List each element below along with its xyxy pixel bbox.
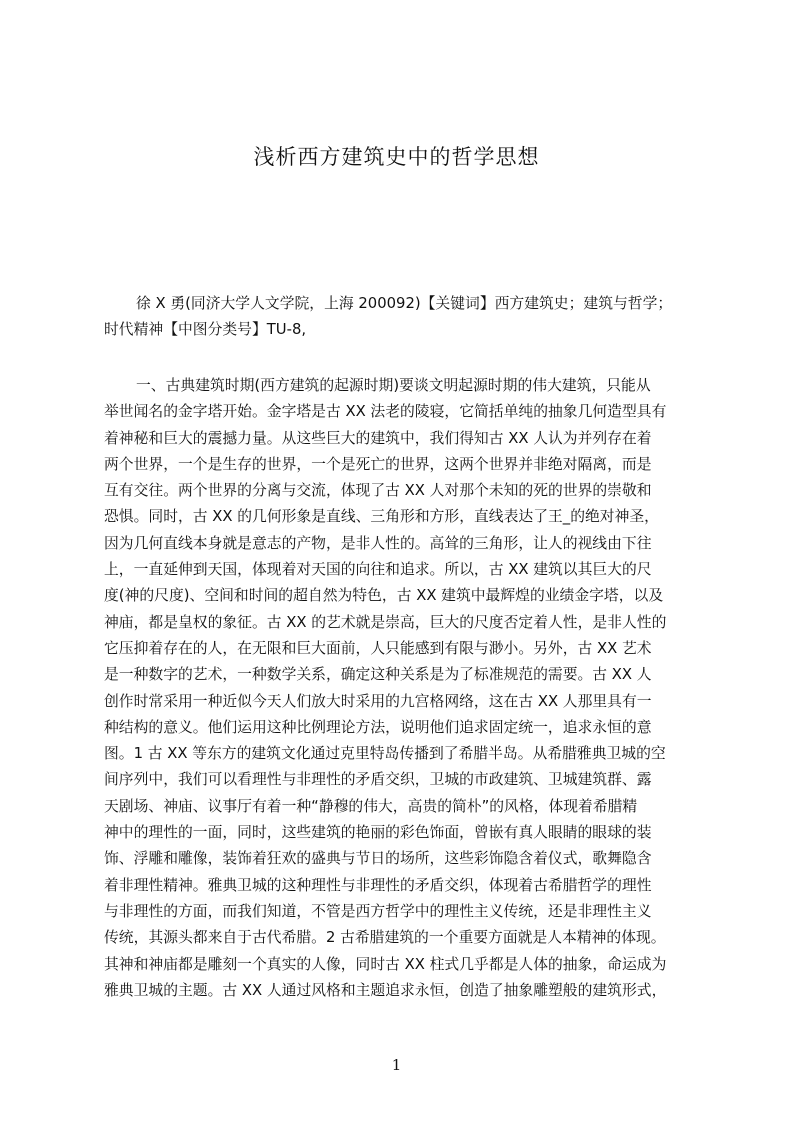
body-line: 它压抑着存在的人，在无限和巨大面前，人只能感到有限与渺小。另外，古 XX 艺术 (104, 639, 652, 657)
body-line: 因为几何直线本身就是意志的产物，是非人性的。高耸的三角形，让人的视线由下往 (104, 534, 652, 552)
body-line: 天剧场、神庙、议事厅有着一种“静穆的伟大，高贵的简朴”的风格，体现着希腊精 (104, 797, 638, 815)
author-line: 徐 X 勇(同济大学人文学院，上海 200092)【关键词】西方建筑史；建筑与哲学； (136, 295, 673, 312)
body-line: 两个世界，一个是生存的世界，一个是死亡的世界，这两个世界并非绝对隔离，而是 (104, 455, 652, 473)
body-line: 饰、浮雕和雕像，装饰着狂欢的盛典与节日的场所，这些彩饰隐含着仪式，歌舞隐含 (104, 850, 652, 868)
body-line: 一、古典建筑时期(西方建筑的起源时期)要谈文明起源时期的伟大建筑，只能从 (136, 377, 651, 394)
body-line: 恐惧。同时，古 XX 的几何形象是直线、三角形和方形，直线表达了王_的绝对神圣， (104, 508, 659, 526)
body-paragraph (104, 373, 698, 1004)
body-line: 雅典卫城的主题。古 XX 人通过风格和主题追求永恒，创造了抽象雕塑般的建筑形式， (104, 981, 667, 999)
body-line: 互有交往。两个世界的分离与交流，体现了古 XX 人对那个未知的死的世界的崇敬和 (104, 482, 652, 500)
body-line: 着非理性精神。雅典卫城的这种理性与非理性的矛盾交织，体现着古希腊哲学的理性 (104, 876, 652, 894)
body-line: 举世闻名的金字塔开始。金字塔是古 XX 法老的陵寝，它简括单纯的抽象几何造型具有 (104, 403, 667, 421)
body-line: 图。1 古 XX 等东方的建筑文化通过克里特岛传播到了希腊半岛。从希腊雅典卫城的空 (104, 745, 666, 763)
body-line: 度(神的尺度)、空间和时间的超自然为特色，古 XX 建筑中最辉煌的业绩金字塔，以及 (104, 587, 664, 605)
body-line: 创作时常采用一种近似今天人们放大时采用的九宫格网络，这在古 XX 人那里具有一 (104, 692, 652, 710)
page-number: 1 (391, 1056, 402, 1074)
body-line: 神中的理性的一面，同时，这些建筑的艳丽的彩色饰面，曾嵌有真人眼睛的眼球的装 (104, 824, 652, 842)
body-line: 间序列中，我们可以看理性与非理性的矛盾交织，卫城的市政建筑、卫城建筑群、露 (104, 771, 652, 789)
body-line: 传统，其源头都来自于古代希腊。2 古希腊建筑的一个重要方面就是人本精神的体现。 (104, 929, 666, 947)
author-keywords-block (104, 291, 698, 344)
body-line: 着神秘和巨大的震撼力量。从这些巨大的建筑中，我们得知古 XX 人认为并列存在着 (104, 429, 652, 447)
body-line: 种结构的意义。他们运用这种比例理论方法，说明他们追求固定统一，追求永恒的意 (104, 718, 652, 736)
body-line: 上，一直延伸到天国，体现着对天国的向往和追求。所以，古 XX 建筑以其巨大的尺 (104, 561, 652, 579)
body-line: 与非理性的方面，而我们知道，不管是西方哲学中的理性主义传统，还是非理性主义 (104, 902, 652, 920)
body-line: 神庙，都是皇权的象征。古 XX 的艺术就是崇高，巨大的尺度否定着人性，是非人性的 (104, 613, 667, 631)
document-title: 浅析西方建筑史中的哲学思想 (253, 145, 540, 169)
body-line: 是一种数字的艺术，一种数学关系，确定这种关系是为了标准规范的需要。古 XX 人 (104, 666, 652, 684)
author-line: 时代精神【中图分类号】TU-8, (104, 321, 307, 339)
body-line: 其神和神庙都是雕刻一个真实的人像，同时古 XX 柱式几乎都是人体的抽象，命运成为 (104, 955, 667, 973)
